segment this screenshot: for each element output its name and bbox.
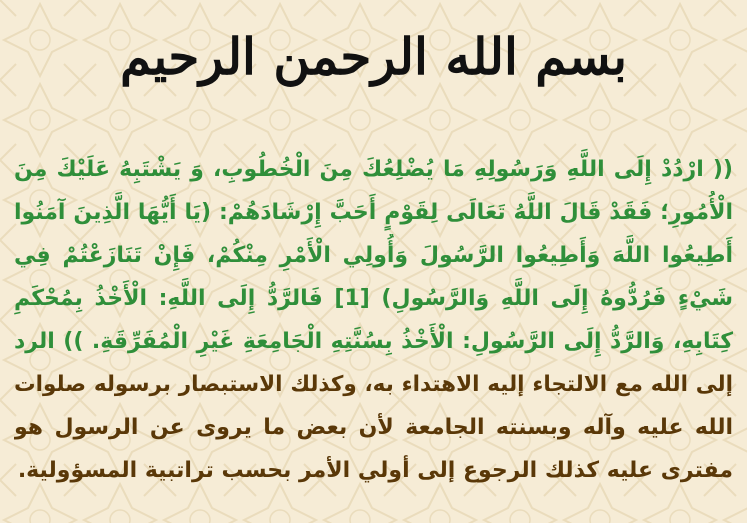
text-line: أَطِيعُوا اللَّهَ وَأَطِيعُوا الرَّسُولَ وَأُولِي الْأَمْرِ مِنْكُمْ، فَإِنْ تَنَازَعْتُمْ فِي xyxy=(14,243,733,268)
header xyxy=(0,14,747,114)
text-line: شَيْءٍ فَرُدُّوهُ إِلَى اللَّهِ وَالرَّسُولِ) [1] فَالرَّدُّ إِلَى اللَّهِ: الْأَخْذُ بِمُحْكَمِ xyxy=(14,286,733,311)
text-line: الله عليه وآله وبسنته الجامعة لأن بعض ما يروى عن الرسول هو xyxy=(14,415,733,440)
text-line: (( ارْدُدْ إِلَى اللَّهِ وَرَسُولِهِ مَا يُضْلِعُكَ مِنَ الْخُطُوبِ، وَ يَشْتَبِهُ عَلَيْكَ مِنَ xyxy=(14,157,733,182)
basmala-calligraphy: بسم الله الرحمن الرحيم xyxy=(119,27,628,86)
main-text xyxy=(14,148,733,492)
text-line: مفترى عليه كذلك الرجوع إلى أولي الأمر بحسب تراتبية المسؤولية. xyxy=(17,458,733,483)
text-line: إلى الله مع الالتجاء إليه الاهتداء به، وكذلك الاستبصار برسوله صلوات xyxy=(14,372,733,397)
text-line: الْأُمُورِ؛ فَقَدْ قَالَ اللَّهُ تَعَالَى لِقَوْمٍ أَحَبَّ إِرْشَادَهُمْ: (يَا أَيُّهَا الَّذِينَ آمَنُوا xyxy=(14,200,733,225)
text-line: كِتَابِهِ، وَالرَّدُّ إِلَى الرَّسُولِ: الْأَخْذُ بِسُنَّتِهِ الْجَامِعَةِ غَيْرِ الْمُفَرِّقَةِ. )) الرد xyxy=(14,329,733,354)
